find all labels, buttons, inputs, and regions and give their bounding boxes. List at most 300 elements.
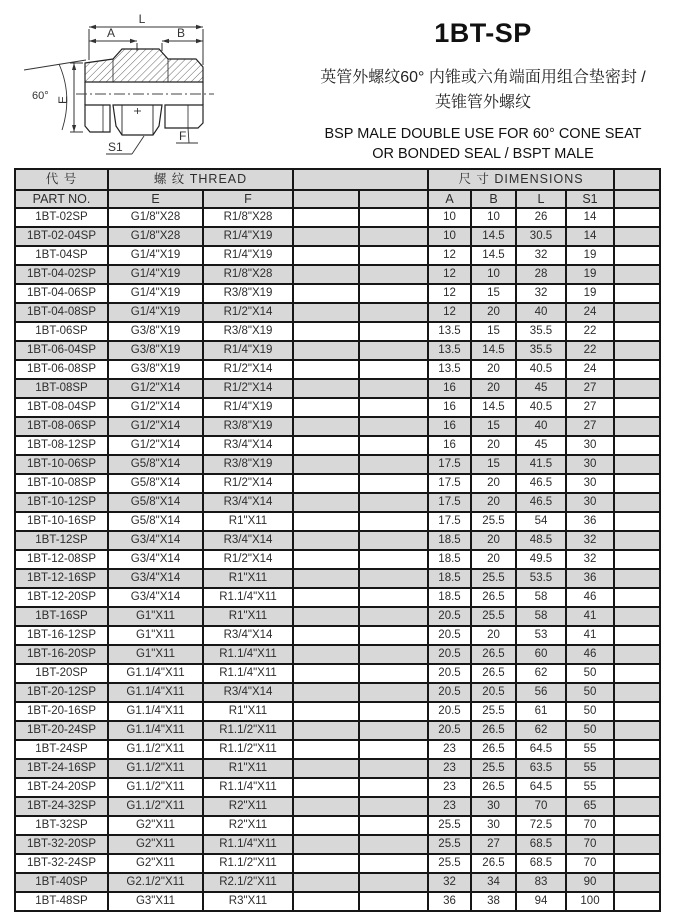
- cell-b: 14.5: [471, 341, 516, 360]
- cell-blank1: [293, 759, 359, 778]
- cell-s1: 70: [566, 835, 614, 854]
- cell-b: 26.5: [471, 588, 516, 607]
- cell-blank1: [293, 797, 359, 816]
- cell-b: 26.5: [471, 740, 516, 759]
- cell-part_no: 1BT-04SP: [15, 246, 108, 265]
- cell-part_no: 1BT-24-32SP: [15, 797, 108, 816]
- cell-e: G1/4"X19: [108, 303, 203, 322]
- fitting-upper-section: [85, 49, 203, 82]
- dimension-E: [70, 63, 83, 132]
- cell-s1: 32: [566, 550, 614, 569]
- table-row: [15, 474, 660, 493]
- header-col-l: L: [516, 190, 566, 208]
- cell-a: 32: [428, 873, 471, 892]
- cell-blank2: [359, 322, 428, 341]
- cell-f: R1/4"X19: [203, 227, 293, 246]
- cell-s1: 46: [566, 588, 614, 607]
- cell-blank3: [614, 740, 660, 759]
- cell-e: G1.1/2"X11: [108, 759, 203, 778]
- cell-blank3: [614, 664, 660, 683]
- label-angle: 60°: [32, 90, 49, 102]
- cell-s1: 19: [566, 265, 614, 284]
- cell-f: R1"X11: [203, 607, 293, 626]
- cell-f: R3/4"X14: [203, 626, 293, 645]
- table-row: [15, 816, 660, 835]
- cell-l: 60: [516, 645, 566, 664]
- cell-blank1: [293, 360, 359, 379]
- cell-a: 17.5: [428, 474, 471, 493]
- cell-l: 26: [516, 208, 566, 227]
- cell-l: 40.5: [516, 398, 566, 417]
- subtitle-chinese: [296, 65, 670, 115]
- cell-part_no: 1BT-10-16SP: [15, 512, 108, 531]
- cell-l: 62: [516, 664, 566, 683]
- cell-s1: 55: [566, 778, 614, 797]
- cell-blank2: [359, 341, 428, 360]
- cell-l: 94: [516, 892, 566, 911]
- subtitle-english-line1: BSP MALE DOUBLE USE FOR 60° CONE SEAT: [324, 126, 642, 142]
- cell-a: 13.5: [428, 322, 471, 341]
- cell-part_no: 1BT-16-20SP: [15, 645, 108, 664]
- cell-part_no: 1BT-16-12SP: [15, 626, 108, 645]
- cell-b: 20: [471, 474, 516, 493]
- cell-f: R1/2"X14: [203, 474, 293, 493]
- cell-blank2: [359, 265, 428, 284]
- cell-f: R1.1/4"X11: [203, 588, 293, 607]
- cell-part_no: 1BT-06-04SP: [15, 341, 108, 360]
- cell-a: 18.5: [428, 588, 471, 607]
- table-row: [15, 398, 660, 417]
- cell-s1: 50: [566, 702, 614, 721]
- cell-blank3: [614, 550, 660, 569]
- cell-b: 20.5: [471, 683, 516, 702]
- cell-blank2: [359, 208, 428, 227]
- cell-b: 14.5: [471, 246, 516, 265]
- cell-blank2: [359, 379, 428, 398]
- header-col-a: A: [428, 190, 471, 208]
- table-row: [15, 626, 660, 645]
- cell-f: R3/8"X19: [203, 417, 293, 436]
- cell-f: R3"X11: [203, 892, 293, 911]
- cell-s1: 41: [566, 626, 614, 645]
- subtitle-english-line2: OR BONDED SEAL / BSPT MALE: [372, 146, 594, 162]
- cell-a: 16: [428, 417, 471, 436]
- cell-l: 28: [516, 265, 566, 284]
- cell-blank3: [614, 322, 660, 341]
- cell-f: R1/4"X19: [203, 398, 293, 417]
- cell-blank1: [293, 740, 359, 759]
- cell-part_no: 1BT-40SP: [15, 873, 108, 892]
- cell-blank3: [614, 417, 660, 436]
- cell-part_no: 1BT-32-20SP: [15, 835, 108, 854]
- cell-blank2: [359, 759, 428, 778]
- cell-blank1: [293, 702, 359, 721]
- cell-blank3: [614, 436, 660, 455]
- cell-blank3: [614, 341, 660, 360]
- cell-s1: 22: [566, 341, 614, 360]
- cell-blank1: [293, 626, 359, 645]
- header-blank-right: [614, 169, 660, 190]
- table-row: [15, 759, 660, 778]
- cell-e: G5/8"X14: [108, 493, 203, 512]
- cell-blank1: [293, 778, 359, 797]
- cell-blank2: [359, 550, 428, 569]
- table-row: [15, 569, 660, 588]
- cell-l: 32: [516, 284, 566, 303]
- cell-a: 17.5: [428, 455, 471, 474]
- cell-blank3: [614, 246, 660, 265]
- cell-a: 12: [428, 284, 471, 303]
- cell-s1: 30: [566, 455, 614, 474]
- table-row: [15, 379, 660, 398]
- cell-l: 35.5: [516, 341, 566, 360]
- table-row: [15, 702, 660, 721]
- cell-blank1: [293, 398, 359, 417]
- cell-e: G3/4"X14: [108, 531, 203, 550]
- cell-l: 56: [516, 683, 566, 702]
- cell-f: R3/4"X14: [203, 493, 293, 512]
- table-row: [15, 721, 660, 740]
- cell-blank2: [359, 569, 428, 588]
- header-blank-1: [293, 190, 359, 208]
- cell-l: 58: [516, 607, 566, 626]
- cell-b: 26.5: [471, 645, 516, 664]
- spec-table: [14, 168, 661, 912]
- label-L: L: [138, 12, 146, 26]
- cell-blank2: [359, 493, 428, 512]
- cell-part_no: 1BT-06SP: [15, 322, 108, 341]
- cell-a: 18.5: [428, 550, 471, 569]
- cell-a: 12: [428, 265, 471, 284]
- cell-blank3: [614, 797, 660, 816]
- cell-a: 20.5: [428, 626, 471, 645]
- cell-e: G1.1/2"X11: [108, 797, 203, 816]
- table-row: [15, 417, 660, 436]
- cell-f: R1.1/2"X11: [203, 740, 293, 759]
- cell-b: 38: [471, 892, 516, 911]
- cell-e: G1/2"X14: [108, 436, 203, 455]
- cell-a: 16: [428, 379, 471, 398]
- cell-b: 30: [471, 816, 516, 835]
- cell-e: G2"X11: [108, 835, 203, 854]
- cell-blank1: [293, 816, 359, 835]
- cell-blank1: [293, 512, 359, 531]
- cell-part_no: 1BT-06-08SP: [15, 360, 108, 379]
- cell-blank3: [614, 683, 660, 702]
- cell-e: G3/8"X19: [108, 341, 203, 360]
- table-row: [15, 227, 660, 246]
- cell-blank3: [614, 379, 660, 398]
- cell-b: 20: [471, 626, 516, 645]
- header-thread: 螺 纹 THREAD: [108, 169, 293, 190]
- cell-part_no: 1BT-20SP: [15, 664, 108, 683]
- subtitle-chinese-line1: 英管外螺纹60° 内锥或六角端面用组合垫密封 /: [320, 69, 646, 86]
- cell-f: R1.1/4"X11: [203, 835, 293, 854]
- header-part-no-cn: 代 号: [15, 169, 108, 190]
- cell-blank1: [293, 569, 359, 588]
- cell-blank1: [293, 607, 359, 626]
- table-row: [15, 341, 660, 360]
- cell-s1: 30: [566, 436, 614, 455]
- table-row: [15, 588, 660, 607]
- cell-part_no: 1BT-20-24SP: [15, 721, 108, 740]
- header-col-b: B: [471, 190, 516, 208]
- cell-e: G5/8"X14: [108, 455, 203, 474]
- cell-blank2: [359, 854, 428, 873]
- cell-part_no: 1BT-12SP: [15, 531, 108, 550]
- cell-f: R3/8"X19: [203, 322, 293, 341]
- header-blank-2: [359, 190, 428, 208]
- cell-l: 64.5: [516, 778, 566, 797]
- cell-a: 20.5: [428, 607, 471, 626]
- cell-blank2: [359, 531, 428, 550]
- cell-a: 16: [428, 436, 471, 455]
- cell-a: 25.5: [428, 854, 471, 873]
- cell-part_no: 1BT-16SP: [15, 607, 108, 626]
- cell-blank1: [293, 246, 359, 265]
- cell-blank3: [614, 512, 660, 531]
- cell-part_no: 1BT-08-04SP: [15, 398, 108, 417]
- label-S1: S1: [108, 140, 123, 154]
- cell-part_no: 1BT-32-24SP: [15, 854, 108, 873]
- cell-l: 58: [516, 588, 566, 607]
- technical-drawing: [10, 8, 238, 166]
- table-row: [15, 664, 660, 683]
- cell-l: 72.5: [516, 816, 566, 835]
- header-col-s1: S1: [566, 190, 614, 208]
- cell-f: R1/8"X28: [203, 208, 293, 227]
- cell-part_no: 1BT-10-06SP: [15, 455, 108, 474]
- cell-a: 20.5: [428, 702, 471, 721]
- cell-b: 25.5: [471, 512, 516, 531]
- cell-blank2: [359, 227, 428, 246]
- cell-f: R1"X11: [203, 512, 293, 531]
- cell-f: R1/2"X14: [203, 379, 293, 398]
- cell-part_no: 1BT-08-06SP: [15, 417, 108, 436]
- cell-blank2: [359, 626, 428, 645]
- cell-blank1: [293, 721, 359, 740]
- cell-blank2: [359, 474, 428, 493]
- cell-blank2: [359, 778, 428, 797]
- cell-s1: 19: [566, 284, 614, 303]
- cell-l: 68.5: [516, 854, 566, 873]
- cell-s1: 22: [566, 322, 614, 341]
- cell-l: 61: [516, 702, 566, 721]
- cell-l: 41.5: [516, 455, 566, 474]
- cell-f: R1.1/4"X11: [203, 645, 293, 664]
- table-row: [15, 322, 660, 341]
- cell-blank3: [614, 607, 660, 626]
- cell-blank2: [359, 607, 428, 626]
- cell-e: G1/8"X28: [108, 208, 203, 227]
- cell-blank1: [293, 265, 359, 284]
- cell-blank2: [359, 360, 428, 379]
- cell-f: R1"X11: [203, 569, 293, 588]
- cell-part_no: 1BT-08-12SP: [15, 436, 108, 455]
- cell-blank1: [293, 341, 359, 360]
- cell-part_no: 1BT-48SP: [15, 892, 108, 911]
- cell-blank2: [359, 436, 428, 455]
- cell-a: 23: [428, 740, 471, 759]
- cell-blank1: [293, 683, 359, 702]
- cell-s1: 24: [566, 360, 614, 379]
- cell-part_no: 1BT-24SP: [15, 740, 108, 759]
- cell-blank3: [614, 645, 660, 664]
- cell-f: R1/4"X19: [203, 341, 293, 360]
- cell-a: 13.5: [428, 360, 471, 379]
- table-row: [15, 284, 660, 303]
- cell-a: 12: [428, 303, 471, 322]
- cell-f: R3/4"X14: [203, 531, 293, 550]
- label-E: E: [56, 95, 70, 105]
- cell-f: R1.1/4"X11: [203, 664, 293, 683]
- cell-s1: 100: [566, 892, 614, 911]
- cell-a: 10: [428, 227, 471, 246]
- cell-blank1: [293, 417, 359, 436]
- cell-blank2: [359, 873, 428, 892]
- cell-b: 20: [471, 303, 516, 322]
- cell-b: 15: [471, 322, 516, 341]
- cell-part_no: 1BT-12-08SP: [15, 550, 108, 569]
- cell-blank1: [293, 664, 359, 683]
- table-row: [15, 892, 660, 911]
- cell-f: R1"X11: [203, 759, 293, 778]
- header-part-no-en: PART NO.: [15, 190, 108, 208]
- cell-blank3: [614, 284, 660, 303]
- cell-s1: 65: [566, 797, 614, 816]
- cell-b: 25.5: [471, 759, 516, 778]
- cell-part_no: 1BT-02-04SP: [15, 227, 108, 246]
- table-header: [15, 169, 660, 208]
- cell-s1: 14: [566, 208, 614, 227]
- cell-f: R1.1/2"X11: [203, 721, 293, 740]
- cell-b: 20: [471, 436, 516, 455]
- table-row: [15, 797, 660, 816]
- cell-blank3: [614, 588, 660, 607]
- cell-blank1: [293, 455, 359, 474]
- cell-s1: 24: [566, 303, 614, 322]
- cell-b: 14.5: [471, 227, 516, 246]
- cell-blank1: [293, 284, 359, 303]
- table-row: [15, 550, 660, 569]
- cell-blank2: [359, 512, 428, 531]
- cell-e: G1.1/2"X11: [108, 740, 203, 759]
- cell-blank3: [614, 474, 660, 493]
- table-row: [15, 246, 660, 265]
- cell-e: G2.1/2"X11: [108, 873, 203, 892]
- cell-s1: 70: [566, 816, 614, 835]
- cell-f: R2"X11: [203, 797, 293, 816]
- table-row: [15, 436, 660, 455]
- header-blank-group: [293, 169, 428, 190]
- cell-blank1: [293, 550, 359, 569]
- cell-f: R3/8"X19: [203, 455, 293, 474]
- cell-blank3: [614, 303, 660, 322]
- cell-blank1: [293, 854, 359, 873]
- header-dimensions: 尺 寸 DIMENSIONS: [428, 169, 614, 190]
- cell-b: 25.5: [471, 569, 516, 588]
- cell-l: 68.5: [516, 835, 566, 854]
- cell-part_no: 1BT-10-08SP: [15, 474, 108, 493]
- cell-b: 26.5: [471, 721, 516, 740]
- cell-e: G3/8"X19: [108, 360, 203, 379]
- cell-blank3: [614, 626, 660, 645]
- cell-part_no: 1BT-04-06SP: [15, 284, 108, 303]
- cell-blank2: [359, 683, 428, 702]
- cell-blank1: [293, 531, 359, 550]
- cell-s1: 55: [566, 740, 614, 759]
- cell-part_no: 1BT-04-08SP: [15, 303, 108, 322]
- cell-b: 26.5: [471, 778, 516, 797]
- table-row: [15, 303, 660, 322]
- cell-blank2: [359, 417, 428, 436]
- cell-e: G1"X11: [108, 626, 203, 645]
- cell-blank2: [359, 455, 428, 474]
- cell-l: 63.5: [516, 759, 566, 778]
- cell-blank1: [293, 303, 359, 322]
- cell-f: R1/2"X14: [203, 360, 293, 379]
- table-row: [15, 740, 660, 759]
- cell-b: 25.5: [471, 702, 516, 721]
- cell-l: 48.5: [516, 531, 566, 550]
- cell-l: 46.5: [516, 474, 566, 493]
- cell-f: R2.1/2"X11: [203, 873, 293, 892]
- cell-l: 40: [516, 303, 566, 322]
- cell-b: 10: [471, 265, 516, 284]
- cell-blank3: [614, 759, 660, 778]
- cell-s1: 19: [566, 246, 614, 265]
- table-row: [15, 854, 660, 873]
- cell-e: G3/4"X14: [108, 588, 203, 607]
- cell-blank2: [359, 702, 428, 721]
- cell-s1: 50: [566, 721, 614, 740]
- cell-blank1: [293, 208, 359, 227]
- cell-s1: 32: [566, 531, 614, 550]
- table-row: [15, 778, 660, 797]
- cell-e: G1/8"X28: [108, 227, 203, 246]
- cell-l: 35.5: [516, 322, 566, 341]
- cell-blank2: [359, 740, 428, 759]
- table-row: [15, 645, 660, 664]
- cell-b: 26.5: [471, 854, 516, 873]
- cell-blank3: [614, 360, 660, 379]
- cell-e: G1"X11: [108, 645, 203, 664]
- cell-part_no: 1BT-24-20SP: [15, 778, 108, 797]
- cell-f: R1/2"X14: [203, 550, 293, 569]
- cell-b: 26.5: [471, 664, 516, 683]
- cell-f: R1.1/4"X11: [203, 778, 293, 797]
- cell-blank3: [614, 892, 660, 911]
- cell-blank3: [614, 873, 660, 892]
- cell-blank2: [359, 645, 428, 664]
- cell-e: G1.1/4"X11: [108, 721, 203, 740]
- cell-l: 30.5: [516, 227, 566, 246]
- cell-l: 45: [516, 436, 566, 455]
- cell-s1: 70: [566, 854, 614, 873]
- cell-blank2: [359, 398, 428, 417]
- cell-blank3: [614, 398, 660, 417]
- cell-l: 40.5: [516, 360, 566, 379]
- cell-l: 70: [516, 797, 566, 816]
- cell-l: 64.5: [516, 740, 566, 759]
- cell-a: 20.5: [428, 721, 471, 740]
- cell-part_no: 1BT-12-20SP: [15, 588, 108, 607]
- cell-l: 83: [516, 873, 566, 892]
- cell-blank2: [359, 797, 428, 816]
- cell-a: 20.5: [428, 645, 471, 664]
- cell-e: G2"X11: [108, 854, 203, 873]
- cell-s1: 36: [566, 569, 614, 588]
